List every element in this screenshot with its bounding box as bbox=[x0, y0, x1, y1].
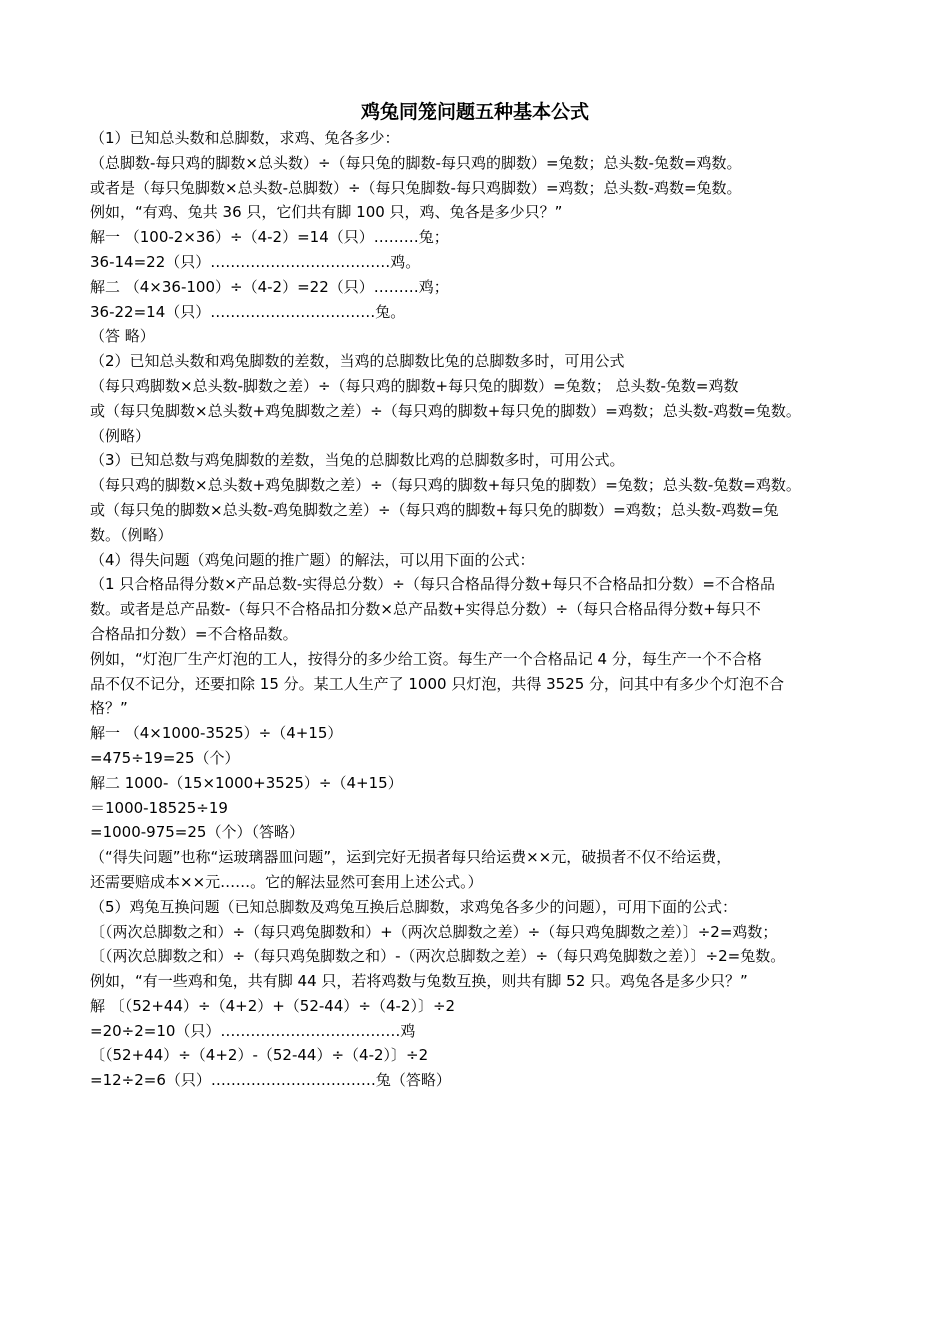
text-line: =1000-975=25（个）（答略） bbox=[90, 823, 304, 842]
text-line: （2）已知总头数和鸡兔脚数的差数，当鸡的总脚数比兔的总脚数多时，可用公式 bbox=[90, 352, 625, 371]
text-line: 解一 （4×1000-3525）÷（4+15） bbox=[90, 724, 343, 743]
text-line: 数。或者是总产品数-（每只不合格品扣分数×总产品数+实得总分数）÷（每只合格品得分数+每只不 bbox=[90, 600, 761, 619]
text-line: 数。（例略） bbox=[90, 525, 173, 544]
text-line: （1 只合格品得分数×产品总数-实得总分数）÷（每只合格品得分数+每只不合格品扣分数）=不合格品 bbox=[90, 575, 776, 594]
text-line: （总脚数-每只鸡的脚数×总头数）÷（每只兔的脚数-每只鸡的脚数）=兔数；总头数-兔数=鸡数。 bbox=[90, 153, 742, 172]
text-line: 品不仅不记分，还要扣除 15 分。某工人生产了 1000 只灯泡，共得 3525 分，问其中有多少个灯泡不合 bbox=[90, 674, 785, 693]
text-line: 解二 1000-（15×1000+3525）÷（4+15） bbox=[90, 773, 403, 792]
text-line: 36-22=14（只）……………………………兔。 bbox=[90, 302, 406, 321]
text-line: 还需要赔成本××元……。它的解法显然可套用上述公式。） bbox=[90, 872, 483, 891]
text-line: 或（每只兔的脚数×总头数-鸡兔脚数之差）÷（每只鸡的脚数+每只免的脚数）=鸡数；总头数-鸡数=兔 bbox=[90, 500, 779, 519]
text-line: 解 〔（52+44）÷（4+2）+（52-44）÷（4-2）〕÷2 bbox=[90, 996, 456, 1015]
text-line: （每只鸡的脚数×总头数+鸡兔脚数之差）÷（每只鸡的脚数+每只兔的脚数）=兔数；总头数-兔数=鸡数。 bbox=[90, 476, 801, 495]
text-line: 例如，“有鸡、兔共 36 只，它们共有脚 100 只，鸡、兔各是多少只？” bbox=[90, 203, 563, 222]
text-line: （5）鸡兔互换问题（已知总脚数及鸡兔互换后总脚数，求鸡兔各多少的问题），可用下面的公式： bbox=[90, 897, 738, 916]
text-line: （4）得失问题（鸡兔问题的推广题）的解法，可以用下面的公式： bbox=[90, 550, 535, 569]
text-line: =12÷2=6（只）……………………………兔（答略） bbox=[90, 1071, 451, 1090]
text-line: 36-14=22（只）………………………………鸡。 bbox=[90, 252, 421, 271]
text-line: （每只鸡脚数×总头数-脚数之差）÷（每只鸡的脚数+每只兔的脚数）=兔数； 总头数-兔数=鸡数 bbox=[90, 376, 739, 395]
text-line: ＝1000-18525÷19 bbox=[90, 798, 228, 817]
text-line: （“得失问题”也称“运玻璃器皿问题”，运到完好无损者每只给运费××元，破损者不仅不给运费， bbox=[90, 848, 732, 867]
text-line: 例如，“灯泡厂生产灯泡的工人，按得分的多少给工资。每生产一个合格品记 4 分，每生产一个不合格 bbox=[90, 649, 762, 668]
text-line: =475÷19=25（个） bbox=[90, 748, 240, 767]
document-title: 鸡兔同笼问题五种基本公式 bbox=[360, 101, 589, 123]
text-line: （1）已知总头数和总脚数，求鸡、兔各多少： bbox=[90, 129, 400, 147]
text-line: 〔（两次总脚数之和）÷（每只鸡兔脚数之和）-（两次总脚数之差）÷（每只鸡兔脚数之差）〕÷2=兔数。 bbox=[90, 947, 786, 966]
text-line: （3）已知总数与鸡兔脚数的差数，当兔的总脚数比鸡的总脚数多时，可用公式。 bbox=[90, 451, 625, 470]
text-line: 例如，“有一些鸡和兔，共有脚 44 只，若将鸡数与兔数互换，则共有脚 52 只。鸡兔各是多少只？” bbox=[90, 972, 748, 991]
text-line: （答 略） bbox=[90, 327, 155, 346]
document-body bbox=[90, 126, 880, 1093]
text-line: 解二 （4×36-100）÷（4-2）=22（只）………鸡； bbox=[90, 277, 449, 296]
text-line: 或者是（每只兔脚数×总头数-总脚数）÷（每只兔脚数-每只鸡脚数）=鸡数；总头数-鸡数=兔数。 bbox=[90, 178, 742, 197]
text-line: 合格品扣分数）=不合格品数。 bbox=[90, 624, 298, 643]
text-line: 格？” bbox=[90, 699, 128, 718]
text-line: =20÷2=10（只）………………………………鸡 bbox=[90, 1021, 416, 1040]
text-line: 〔（两次总脚数之和）÷（每只鸡兔脚数和）+（两次总脚数之差）÷（每只鸡兔脚数之差）〕÷2=鸡数； bbox=[90, 922, 778, 941]
text-line: （例略） bbox=[90, 426, 151, 445]
text-line: 〔（52+44）÷（4+2）-（52-44）÷（4-2）〕÷2 bbox=[90, 1046, 429, 1065]
text-line: 解一 （100-2×36）÷（4-2）=14（只）………兔； bbox=[90, 228, 449, 247]
text-line: 或（每只兔脚数×总头数+鸡兔脚数之差）÷（每只鸡的脚数+每只免的脚数）=鸡数；总头数-鸡数=兔数。 bbox=[90, 401, 801, 420]
